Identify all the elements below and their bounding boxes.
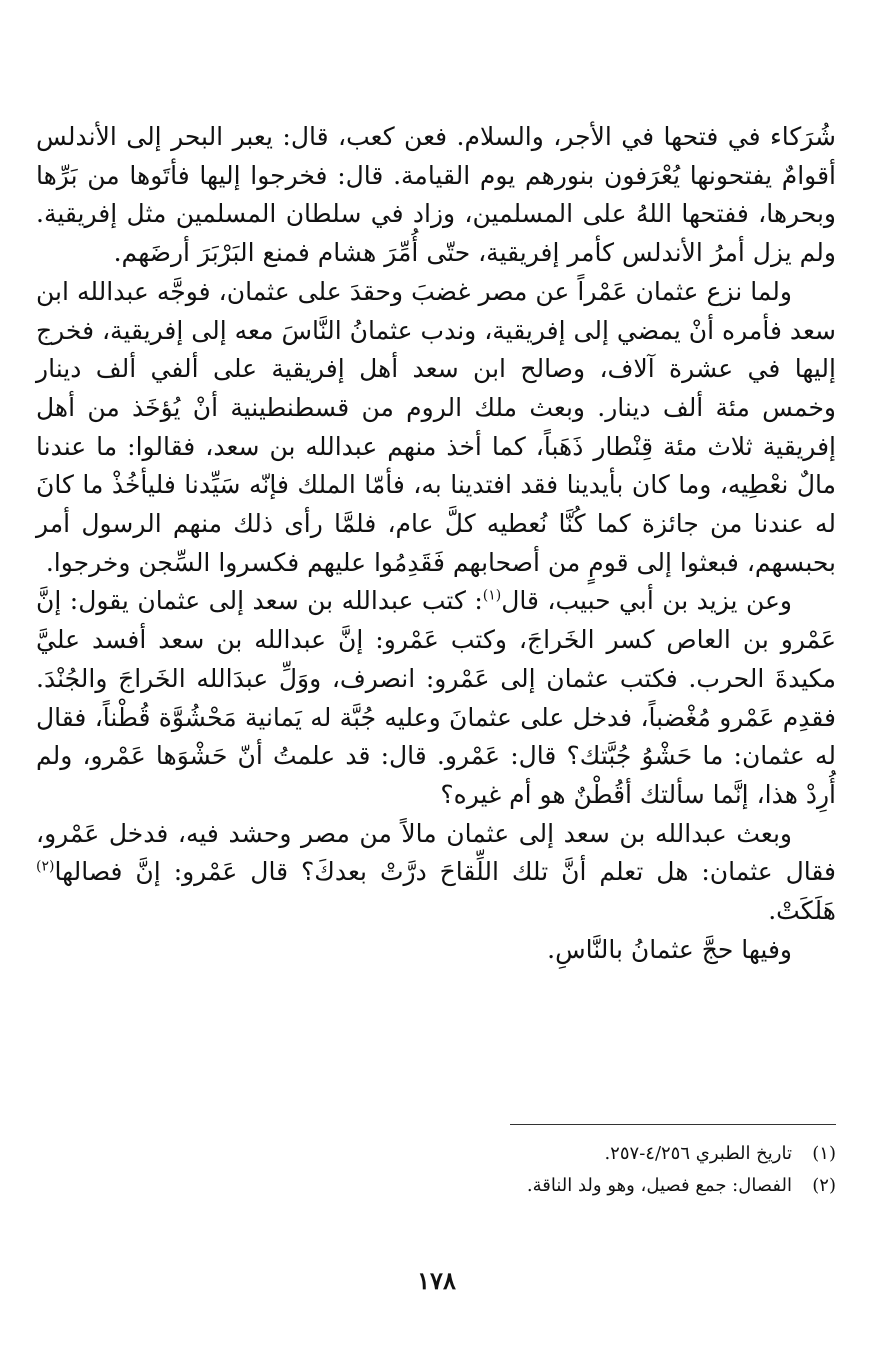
paragraph-3-text-before: وعن يزيد بن أبي حبيب، قال [501, 586, 792, 616]
main-text [36, 118, 836, 969]
footnote-number: (٢) [812, 1175, 836, 1196]
footnote-ref-1[interactable]: (١) [482, 588, 502, 605]
footnote-divider [510, 1124, 836, 1125]
paragraph-1: شُرَكاء في فتحها في الأجر، والسلام. فعن كعب، قال: يعبر البحر إلى الأندلس أقوامٌ يفتحونها يُعْرَفون بنورهم يوم القيامة. قال: فخرجوا إليها فأتَوها من بَرِّها وبحرها، ففتحها اللهُ على المسلمين، وزاد في سلطان المسلمين مثل إفريقية. ولم يزل أمرُ الأندلس كأمر إفريقية، حتّى أُمِّرَ هشام فمنع البَرْبَرَ أرضَهم. [36, 122, 836, 268]
footnotes [36, 1138, 836, 1202]
paragraph-4 [36, 815, 836, 931]
footnote-text: تاريخ الطبري ٤/٢٥٦-٢٥٧. [604, 1143, 792, 1164]
footnote-1 [36, 1138, 836, 1170]
page-number: ١٧٨ [417, 1266, 456, 1295]
paragraph-2: ولما نزع عثمان عَمْراً عن مصر غضبَ وحقدَ على عثمان، فوجَّه عبدالله ابن سعد فأمره أنْ يمضي إلى إفريقية، وندب عثمانُ النَّاسَ معه إلى إفريقية، فخرج إليها في عشرة آلاف، وصالح ابن سعد أهل إفريقية على ألفي ألف دينار وخمس مئة ألف دينار. وبعث ملك الروم من قسطنطينية أنْ يُؤخَذ من أهل إفريقية ثلاث مئة قِنْطار ذَهَباً، كما أخذ منهم عبدالله بن سعد، فقالوا: ما عندنا مالٌ نعْطِيه، وما كان بأيدينا فقد افتدينا به، فأمّا الملك فإنّه سَيِّدنا فليأخُذْ ما كانَ له عندنا من جائزة كما كُنَّا نُعطيه كلَّ عام، فلمَّا رأى ذلك منهم الرسول أمر بحبسهم، فبعثوا إلى قومٍ من أصحابهم فَقَدِمُوا عليهم فكسروا السِّجن وخرجوا. [36, 276, 836, 577]
footnote-number: (١) [812, 1143, 836, 1164]
paragraph-4-text-after: هَلَكَتْ. [768, 896, 836, 926]
paragraph-4-text-before: وبعث عبدالله بن سعد إلى عثمان مالاً من مصر وحشد فيه، فدخل عَمْرو، فقال عثمان: هل تعلم أنَّ تلك اللِّقاحَ درَّتْ بعدكَ؟ قال عَمْرو: إنَّ فصالها [36, 818, 836, 887]
footnote-ref-2[interactable]: (٢) [36, 859, 55, 876]
paragraph-3-text-after: : كتب عبدالله بن سعد إلى عثمان يقول: إنَّ عَمْرو بن العاص كسر الخَراجَ، وكتب عَمْرو: إنَّ عبدالله بن سعد أفسد عليَّ مكيدةَ الحرب. فكتب عثمان إلى عَمْرو: انصرف، ووَلِّ عبدَالله الخَراجَ والجُنْدَ. فقدِم عَمْرو مُغْضباً، فدخل على عثمانَ وعليه جُبَّة له يَمانية مَحْشُوَّة قُطْناً، فقال له عثمان: ما حَشْوُ جُبَّتك؟ قال: عَمْرو. قال: قد علمتُ أنّ حَشْوَها عَمْرو، ولم أُرِدْ هذا، إنَّما سألتك أقُطْنٌ هو أم غيره؟ [36, 586, 836, 809]
footnote-text: الفصال: جمع فصيل، وهو ولد الناقة. [526, 1175, 792, 1196]
footnote-2 [36, 1170, 836, 1202]
paragraph-5: وفيها حجَّ عثمانُ بالنَّاسِ. [547, 934, 792, 964]
paragraph-3 [36, 582, 836, 814]
